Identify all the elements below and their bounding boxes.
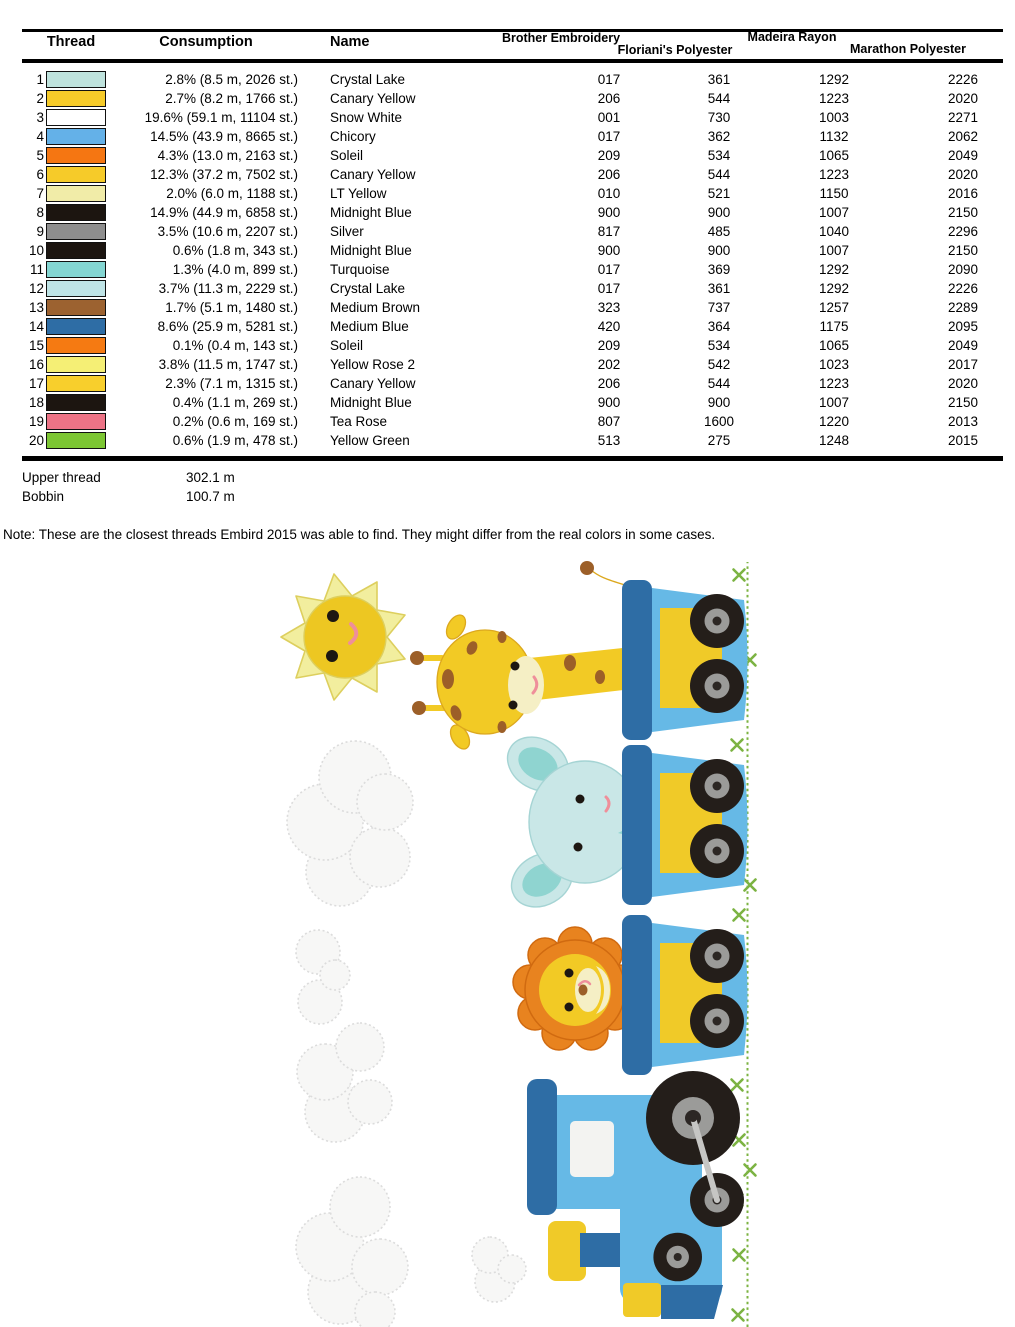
bobbin-label: Bobbin	[22, 489, 65, 504]
code-cell: 2062	[947, 129, 979, 144]
name-cell: Yellow Rose 2	[330, 357, 416, 372]
wagon-wheel	[690, 594, 744, 648]
code-cell: 1292	[818, 72, 850, 87]
table-row	[0, 431, 1015, 450]
color-swatch	[46, 432, 106, 449]
color-swatch	[46, 71, 106, 88]
row-number: 1	[36, 72, 44, 87]
row-number: 19	[28, 414, 44, 429]
consumption-cell: 1.3% (4.0 m, 899 st.)	[172, 262, 298, 277]
code-cell: 1040	[818, 224, 850, 239]
header-consumption: Consumption	[159, 34, 253, 50]
header-brand-marathon: Marathon Polyester	[849, 42, 967, 56]
code-cell: 2150	[947, 395, 979, 410]
code-cell: 2049	[947, 338, 979, 353]
tractor-bumper	[623, 1283, 661, 1317]
tractor-front-wedge	[661, 1285, 723, 1319]
code-cell: 2020	[947, 167, 979, 182]
wagon	[622, 915, 748, 1075]
swatch-cell	[44, 70, 106, 89]
swatch-cell	[44, 412, 106, 431]
name-cell: Soleil	[330, 148, 364, 163]
swatch-cell	[44, 203, 106, 222]
name-cell: Crystal Lake	[330, 281, 406, 296]
code-cell: 001	[597, 110, 621, 125]
code-cell: 2020	[947, 91, 979, 106]
name-cell: Canary Yellow	[330, 91, 416, 106]
code-cell: 275	[707, 433, 731, 448]
code-cell: 2090	[947, 262, 979, 277]
name-cell: Crystal Lake	[330, 72, 406, 87]
table-row	[0, 298, 1015, 317]
code-cell: 900	[597, 243, 621, 258]
color-swatch	[46, 128, 106, 145]
row-number: 15	[28, 338, 44, 353]
table-row	[0, 317, 1015, 336]
swatch-cell	[44, 184, 106, 203]
row-number: 7	[36, 186, 44, 201]
name-cell: Medium Brown	[330, 300, 421, 315]
code-cell: 1292	[818, 281, 850, 296]
code-cell: 1248	[818, 433, 850, 448]
smoke-clouds	[287, 741, 526, 1327]
code-cell: 1257	[818, 300, 850, 315]
consumption-cell: 3.8% (11.5 m, 1747 st.)	[158, 357, 298, 372]
tractor-exhaust-pipe	[580, 1233, 626, 1267]
name-cell: Midnight Blue	[330, 205, 412, 220]
upper-thread-label: Upper thread	[22, 470, 101, 485]
code-cell: 2020	[947, 376, 979, 391]
code-cell: 017	[597, 262, 621, 277]
code-cell: 209	[597, 148, 621, 163]
tractor	[527, 1071, 744, 1319]
row-number: 10	[28, 243, 44, 258]
code-cell: 730	[707, 110, 731, 125]
code-cell: 2296	[947, 224, 979, 239]
embroidery-design-preview	[0, 557, 1015, 1327]
table-header-rule	[22, 59, 1003, 63]
table-row	[0, 393, 1015, 412]
code-cell: 369	[707, 262, 731, 277]
code-cell: 513	[597, 433, 621, 448]
consumption-cell: 2.7% (8.2 m, 1766 st.)	[165, 91, 298, 106]
consumption-cell: 0.6% (1.9 m, 478 st.)	[172, 433, 298, 448]
code-cell: 817	[597, 224, 621, 239]
row-number: 4	[36, 129, 44, 144]
name-cell: LT Yellow	[330, 186, 387, 201]
color-swatch	[46, 337, 106, 354]
code-cell: 2013	[947, 414, 979, 429]
elephant-eye	[576, 795, 585, 804]
code-cell: 1220	[818, 414, 850, 429]
name-cell: Canary Yellow	[330, 376, 416, 391]
header-thread: Thread	[46, 34, 96, 50]
row-number: 5	[36, 148, 44, 163]
swatch-cell	[44, 127, 106, 146]
code-cell: 017	[597, 129, 621, 144]
table-row	[0, 89, 1015, 108]
tractor-wheel	[653, 1233, 702, 1282]
code-cell: 544	[707, 376, 731, 391]
giraffe	[410, 561, 632, 752]
wagon-wheel	[690, 929, 744, 983]
consumption-cell: 14.5% (43.9 m, 8665 st.)	[150, 129, 298, 144]
consumption-cell: 1.7% (5.1 m, 1480 st.)	[165, 300, 298, 315]
code-cell: 521	[707, 186, 731, 201]
swatch-cell	[44, 222, 106, 241]
code-cell: 2049	[947, 148, 979, 163]
row-number: 16	[28, 357, 44, 372]
color-swatch	[46, 318, 106, 335]
row-number: 20	[28, 433, 44, 448]
consumption-cell: 12.3% (37.2 m, 7502 st.)	[150, 167, 298, 182]
giraffe-ossicone	[412, 701, 426, 715]
row-number: 8	[36, 205, 44, 220]
header-name: Name	[330, 34, 370, 50]
wagon-wheel	[690, 824, 744, 878]
code-cell: 900	[707, 395, 731, 410]
header-brand-madeira: Madeira Rayon	[747, 30, 837, 44]
code-cell: 2015	[947, 433, 979, 448]
code-cell: 206	[597, 376, 621, 391]
row-number: 9	[36, 224, 44, 239]
row-number: 3	[36, 110, 44, 125]
bobbin-value: 100.7 m	[186, 489, 235, 504]
table-row	[0, 355, 1015, 374]
code-cell: 2017	[947, 357, 979, 372]
name-cell: Chicory	[330, 129, 376, 144]
consumption-cell: 19.6% (59.1 m, 11104 st.)	[144, 110, 298, 125]
code-cell: 737	[707, 300, 731, 315]
tractor-window	[570, 1121, 614, 1177]
code-cell: 2095	[947, 319, 979, 334]
swatch-cell	[44, 298, 106, 317]
table-row	[0, 108, 1015, 127]
swatch-cell	[44, 165, 106, 184]
code-cell: 1175	[819, 319, 849, 334]
code-cell: 900	[597, 395, 621, 410]
wagon-wheel	[690, 659, 744, 713]
swatch-cell	[44, 89, 106, 108]
giraffe-eye	[509, 701, 518, 710]
code-cell: 1065	[818, 148, 850, 163]
consumption-cell: 2.8% (8.5 m, 2026 st.)	[165, 72, 298, 87]
code-cell: 2226	[947, 281, 979, 296]
code-cell: 1600	[703, 414, 735, 429]
code-cell: 2226	[947, 72, 979, 87]
swatch-cell	[44, 241, 106, 260]
name-cell: Silver	[330, 224, 364, 239]
color-swatch	[46, 413, 106, 430]
code-cell: 807	[597, 414, 621, 429]
code-cell: 017	[597, 281, 621, 296]
name-cell: Soleil	[330, 338, 364, 353]
color-swatch	[46, 166, 106, 183]
giraffe-tail-tuft	[580, 561, 594, 575]
giraffe-eye	[511, 662, 520, 671]
smoke-cloud	[472, 1237, 526, 1302]
row-number: 17	[28, 376, 44, 391]
name-cell: Medium Blue	[330, 319, 409, 334]
sun	[281, 574, 405, 700]
note-text: Note: These are the closest threads Embird 2015 was able to find. They might differ from the real colors in some cases.	[3, 527, 716, 542]
code-cell: 206	[597, 167, 621, 182]
wagon	[622, 745, 748, 905]
code-cell: 900	[707, 243, 731, 258]
code-cell: 1292	[818, 262, 850, 277]
code-cell: 1223	[818, 167, 850, 182]
lion-eye	[565, 969, 574, 978]
code-cell: 323	[597, 300, 621, 315]
code-cell: 1003	[818, 110, 850, 125]
code-cell: 420	[597, 319, 621, 334]
smoke-cloud	[296, 930, 350, 1024]
swatch-cell	[44, 146, 106, 165]
consumption-cell: 0.1% (0.4 m, 143 st.)	[172, 338, 298, 353]
code-cell: 544	[707, 91, 731, 106]
code-cell: 1007	[818, 243, 850, 258]
consumption-cell: 2.0% (6.0 m, 1188 st.)	[166, 186, 298, 201]
code-cell: 544	[707, 167, 731, 182]
swatch-cell	[44, 317, 106, 336]
table-bottom-rule	[22, 456, 1003, 461]
name-cell: Yellow Green	[330, 433, 410, 448]
swatch-cell	[44, 355, 106, 374]
code-cell: 1150	[819, 186, 849, 201]
wagon-wheel	[690, 994, 744, 1048]
name-cell: Midnight Blue	[330, 395, 412, 410]
table-row	[0, 374, 1015, 393]
consumption-cell: 4.3% (13.0 m, 2163 st.)	[157, 148, 298, 163]
code-cell: 1223	[818, 91, 850, 106]
smoke-cloud	[296, 1177, 408, 1327]
code-cell: 361	[707, 72, 731, 87]
color-swatch	[46, 109, 106, 126]
table-row	[0, 241, 1015, 260]
code-cell: 206	[597, 91, 621, 106]
code-cell: 010	[597, 186, 621, 201]
code-cell: 1007	[818, 205, 850, 220]
color-swatch	[46, 375, 106, 392]
color-swatch	[46, 261, 106, 278]
code-cell: 2016	[947, 186, 979, 201]
swatch-cell	[44, 393, 106, 412]
row-number: 2	[36, 91, 44, 106]
consumption-cell: 0.6% (1.8 m, 343 st.)	[172, 243, 298, 258]
row-number: 6	[36, 167, 44, 182]
table-row	[0, 279, 1015, 298]
table-row	[0, 127, 1015, 146]
swatch-cell	[44, 279, 106, 298]
lion-nose	[579, 985, 588, 996]
consumption-cell: 14.9% (44.9 m, 6858 st.)	[150, 205, 298, 220]
color-swatch	[46, 223, 106, 240]
giraffe-ossicone	[410, 651, 424, 665]
code-cell: 1065	[818, 338, 850, 353]
elephant	[498, 726, 644, 917]
code-cell: 485	[707, 224, 731, 239]
smoke-cloud	[287, 741, 413, 906]
code-cell: 2271	[947, 110, 979, 125]
row-number: 11	[29, 262, 44, 277]
table-row	[0, 70, 1015, 89]
consumption-cell: 8.6% (25.9 m, 5281 st.)	[157, 319, 298, 334]
code-cell: 1132	[819, 129, 849, 144]
code-cell: 209	[597, 338, 621, 353]
consumption-cell: 0.2% (0.6 m, 169 st.)	[172, 414, 298, 429]
smoke-cloud	[297, 1023, 392, 1142]
name-cell: Turquoise	[330, 262, 390, 277]
color-swatch	[46, 299, 106, 316]
lion	[513, 927, 637, 1050]
table-row	[0, 412, 1015, 431]
header-brand-brother: Brother Embroidery	[501, 31, 621, 45]
table-row	[0, 260, 1015, 279]
code-cell: 534	[707, 338, 731, 353]
code-cell: 900	[597, 205, 621, 220]
sun-eye	[326, 650, 338, 662]
code-cell: 1007	[818, 395, 850, 410]
table-row	[0, 184, 1015, 203]
swatch-cell	[44, 108, 106, 127]
swatch-cell	[44, 260, 106, 279]
code-cell: 362	[707, 129, 731, 144]
elephant-eye	[574, 843, 583, 852]
color-swatch	[46, 90, 106, 107]
color-swatch	[46, 356, 106, 373]
color-swatch	[46, 394, 106, 411]
name-cell: Midnight Blue	[330, 243, 412, 258]
code-cell: 017	[597, 72, 621, 87]
code-cell: 542	[707, 357, 731, 372]
color-swatch	[46, 204, 106, 221]
row-number: 18	[28, 395, 44, 410]
code-cell: 2150	[947, 205, 979, 220]
name-cell: Snow White	[330, 110, 403, 125]
consumption-cell: 3.7% (11.3 m, 2229 st.)	[158, 281, 298, 296]
swatch-cell	[44, 336, 106, 355]
tractor-roof	[527, 1079, 557, 1215]
code-cell: 364	[707, 319, 731, 334]
consumption-cell: 0.4% (1.1 m, 269 st.)	[172, 395, 298, 410]
wagon	[622, 580, 748, 740]
code-cell: 900	[707, 205, 731, 220]
color-swatch	[46, 147, 106, 164]
row-number: 13	[28, 300, 44, 315]
table-row	[0, 165, 1015, 184]
row-number: 12	[28, 281, 44, 296]
lion-eye	[565, 1003, 574, 1012]
consumption-cell: 3.5% (10.6 m, 2207 st.)	[157, 224, 298, 239]
table-row	[0, 222, 1015, 241]
code-cell: 1023	[818, 357, 850, 372]
code-cell: 361	[707, 281, 731, 296]
code-cell: 1223	[818, 376, 850, 391]
code-cell: 202	[597, 357, 621, 372]
row-number: 14	[28, 319, 44, 334]
color-swatch	[46, 242, 106, 259]
header-brand-floriani: Floriani's Polyester	[617, 43, 733, 57]
thread-table-body	[0, 70, 1015, 450]
table-row	[0, 203, 1015, 222]
code-cell: 2150	[947, 243, 979, 258]
thread-table	[0, 70, 1015, 450]
swatch-cell	[44, 374, 106, 393]
swatch-cell	[44, 431, 106, 450]
code-cell: 534	[707, 148, 731, 163]
name-cell: Canary Yellow	[330, 167, 416, 182]
color-swatch	[46, 185, 106, 202]
sun-eye	[327, 610, 339, 622]
consumption-cell: 2.3% (7.1 m, 1315 st.)	[165, 376, 298, 391]
table-row	[0, 146, 1015, 165]
upper-thread-value: 302.1 m	[186, 470, 235, 485]
color-swatch	[46, 280, 106, 297]
table-row	[0, 336, 1015, 355]
code-cell: 2289	[947, 300, 979, 315]
wagon-wheel	[690, 759, 744, 813]
name-cell: Tea Rose	[330, 414, 388, 429]
